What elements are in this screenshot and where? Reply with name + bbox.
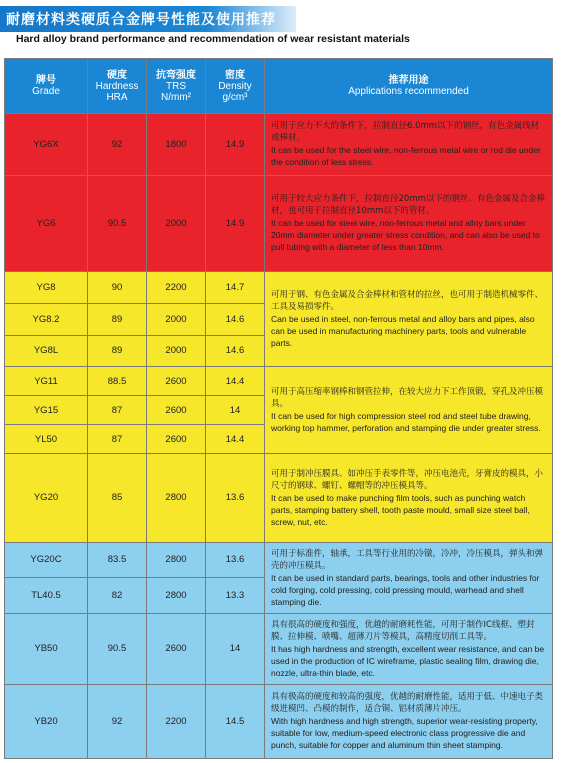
table-row [5, 542, 553, 578]
trs-cell: 2800 [147, 578, 206, 614]
application-cell: 可用于标准件，轴承，工具等行业用的冷镦，冷冲，冷压模具，弹头和弹壳的冲压模具。 It can be used in standard parts, bearings, tools and other industries for cold forging, cold pressing, cold pressing mould, warhead and shell stamping die. [265, 542, 553, 613]
density-cell: 14.4 [206, 367, 265, 396]
header-density: 密度 Density g/cm³ [206, 59, 265, 114]
density-cell: 14 [206, 613, 265, 684]
application-cell: 可用于应力不大的条件下，拉制直径6.0mm以下的钢丝，有色金属线材或棒材。 It can be used for the steel wire, non-ferrous metal wire or rod die under the condition of less stress. [265, 114, 553, 176]
density-cell: 14.5 [206, 684, 265, 758]
hardness-cell: 92 [88, 684, 147, 758]
application-cell: 可用于制冲压膜具、如冲压手表零件等，冲压电池壳，牙膏皮的模具，小尺寸的钢球、螺钉、螺帽等的冲压模具等。 It can be used to make punching film tools, such as punching watch parts, stamping battery shell, tooth paste mould, small size steel ball, screw, nut, etc. [265, 453, 553, 542]
table-row [5, 453, 553, 542]
grade-cell: YG11 [5, 367, 88, 396]
title-banner [0, 6, 296, 32]
density-cell: 13.6 [206, 542, 265, 578]
grades-table [4, 58, 553, 759]
table-header-row [5, 59, 553, 114]
application-cell: 具有极高的硬度和较高的强度，优越的耐磨性能，适用于低、中速电子类级进模凹、凸模的制作，适合铜、铝材质薄片冲压。 With high hardness and high strength, superior wear-resisting property, suitable for low, medium-speed electronic class progressive die and punch, suitable for copper and aluminum thin sheet stamping. [265, 684, 553, 758]
header-applications: 推荐用途 Applications recommended [265, 59, 553, 114]
trs-cell: 2800 [147, 542, 206, 578]
hardness-cell: 82 [88, 578, 147, 614]
grade-cell: YG8 [5, 271, 88, 303]
hardness-cell: 89 [88, 335, 147, 367]
hardness-cell: 83.5 [88, 542, 147, 578]
density-cell: 13.3 [206, 578, 265, 614]
density-cell: 14.4 [206, 425, 265, 454]
trs-cell: 2000 [147, 335, 206, 367]
trs-cell: 2000 [147, 303, 206, 335]
trs-cell: 2600 [147, 425, 206, 454]
grade-cell: YG15 [5, 396, 88, 425]
grade-cell: YL50 [5, 425, 88, 454]
trs-cell: 2600 [147, 396, 206, 425]
trs-cell: 2200 [147, 271, 206, 303]
hardness-cell: 87 [88, 425, 147, 454]
table-row [5, 684, 553, 758]
grade-cell: YG6 [5, 175, 88, 271]
application-cell: 可用于高压缩率钢棒和钢管拉伸，在较大应力下工作顶锻，穿孔及冲压模具。 It can be used for high compression steel rod and steel tube drawing, working top hammer, perforation and stamping die under greater stress. [265, 367, 553, 454]
header-trs: 抗弯强度 TRS N/mm² [147, 59, 206, 114]
density-cell: 14.9 [206, 175, 265, 271]
table-row [5, 114, 553, 176]
table-row [5, 367, 553, 396]
trs-cell: 2000 [147, 175, 206, 271]
trs-cell: 1800 [147, 114, 206, 176]
trs-cell: 2200 [147, 684, 206, 758]
page-subtitle: Hard alloy brand performance and recommendation of wear resistant materials [16, 33, 410, 45]
density-cell: 14 [206, 396, 265, 425]
density-cell: 14.9 [206, 114, 265, 176]
application-cell: 可用于钢、有色金属及合金棒材和管材的拉丝，也可用于制造机械零件、工具及易损零件。 Can be used in steel, non-ferrous metal and alloy bars and pipes, also can be used in manufacturing machinery parts, tools and vulnerable parts. [265, 271, 553, 367]
hardness-cell: 90 [88, 271, 147, 303]
hardness-cell: 88.5 [88, 367, 147, 396]
hardness-cell: 85 [88, 453, 147, 542]
table-row [5, 613, 553, 684]
density-cell: 14.6 [206, 303, 265, 335]
header-grade: 牌号 Grade [5, 59, 88, 114]
table-row [5, 175, 553, 271]
hardness-cell: 90.5 [88, 175, 147, 271]
application-cell: 可用于较大应力条件下，拉制直径20mm以下的钢丝、有色金属及合金棒材，也可用于拉制直径10mm以下的管材。 It can be used for steel wire, non-ferrous metal and alloy bars under 20mm diameter under greater stress condition, and can also be used to pull tubing with a diameter of less than 10mm. [265, 175, 553, 271]
hardness-cell: 87 [88, 396, 147, 425]
grade-cell: YG8.2 [5, 303, 88, 335]
grade-cell: YB20 [5, 684, 88, 758]
trs-cell: 2800 [147, 453, 206, 542]
hardness-cell: 92 [88, 114, 147, 176]
hardness-cell: 89 [88, 303, 147, 335]
page-title: 耐磨材料类硬质合金牌号性能及使用推荐 [6, 12, 276, 28]
table-row [5, 271, 553, 303]
density-cell: 13.6 [206, 453, 265, 542]
grade-cell: YB50 [5, 613, 88, 684]
trs-cell: 2600 [147, 367, 206, 396]
grade-cell: YG6X [5, 114, 88, 176]
trs-cell: 2600 [147, 613, 206, 684]
application-cell: 具有很高的硬度和强度，优越的耐磨耗性能，可用于制作IC线框、塑封膜、拉伸模、喷嘴、超薄刀片等模具，高精度切削工具等。 It has high hardness and strength, excellent wear resistance, and can be used in the production of IC wireframe, plastic sealing film, drawing die, nozzle, ultra-thin blade, etc. [265, 613, 553, 684]
grade-cell: YG8L [5, 335, 88, 367]
hardness-cell: 90.5 [88, 613, 147, 684]
density-cell: 14.7 [206, 271, 265, 303]
grade-cell: TL40.5 [5, 578, 88, 614]
density-cell: 14.6 [206, 335, 265, 367]
header-hardness: 硬度 Hardness HRA [88, 59, 147, 114]
grade-cell: YG20C [5, 542, 88, 578]
grade-cell: YG20 [5, 453, 88, 542]
